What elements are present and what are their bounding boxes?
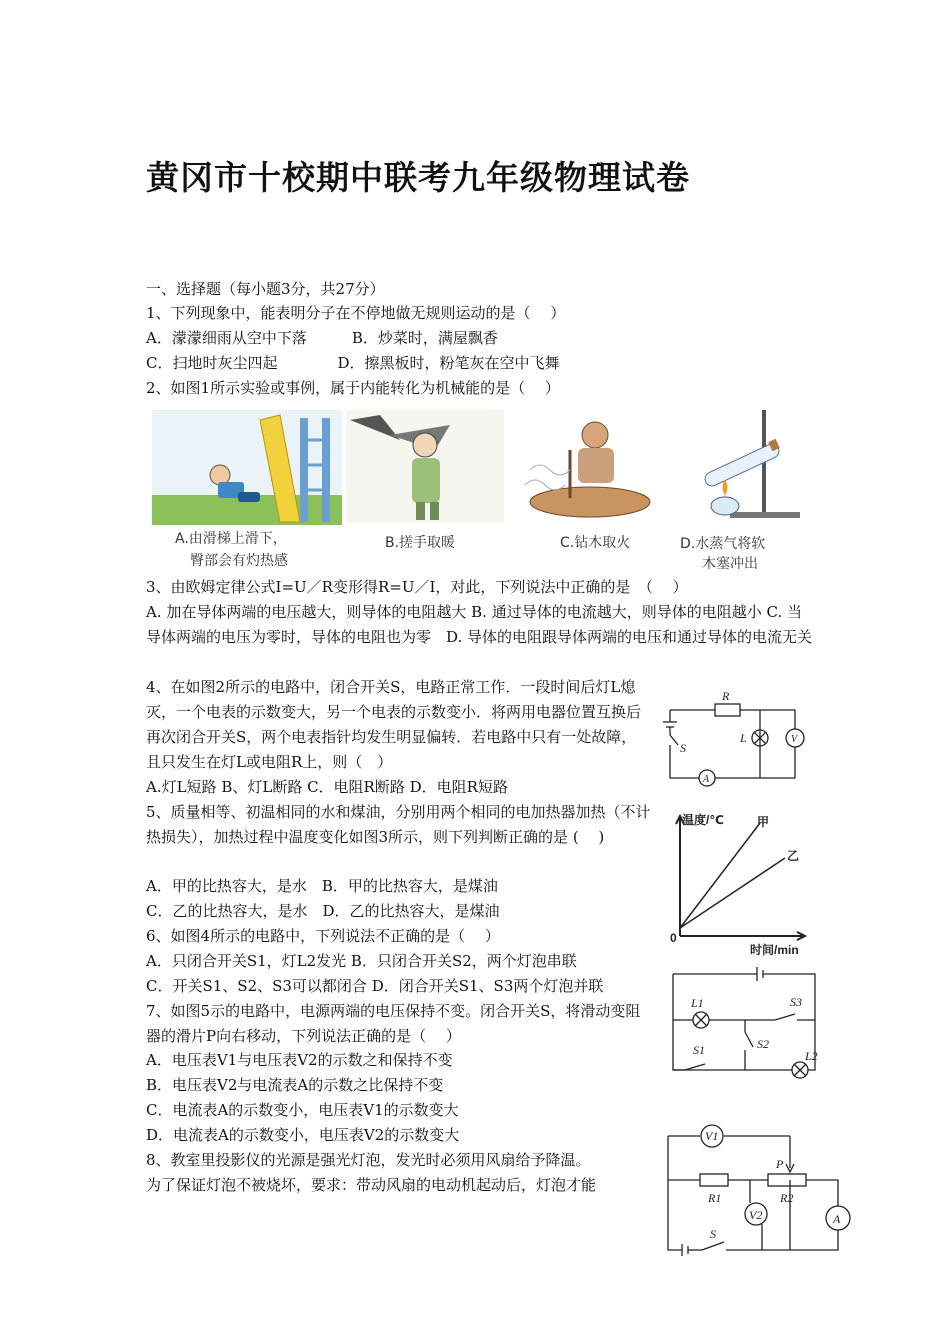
q1-stem: 1、下列现象中，能表明分子在不停地做无规则运动的是（ ） [146,304,566,322]
q8-line1: 8、教室里投影仪的光源是强光灯泡，发光时必须用风扇给予降温。 [146,1151,591,1169]
rubbing-hands-illustration [346,410,504,522]
exam-title: 黄冈市十校期中联考九年级物理试卷 [146,158,690,197]
figure-4-circuit [665,962,825,1080]
fig2-label-r: R [722,690,730,703]
q7-option-c: C．电流表A的示数变小，电压表V1的示数变大 [146,1101,459,1119]
q6-stem: 6、如图4所示的电路中，下列说法不正确的是（ ） [146,927,500,945]
figure-5-circuit [660,1118,860,1260]
q7-stem: 7、如图5示的电路中，电源两端的电压保持不变。闭合开关S，将滑动变阻器的滑片P向右移动，下列说法正确的是（ ） [146,1002,641,1045]
fig3-origin: 0 [670,931,677,945]
caption-a-line2: 臀部会有灼热感 [190,553,288,569]
q6-options-ab: A．只闭合开关S1，灯L2发光 B．只闭合开关S2，两个灯泡串联 [146,952,577,970]
fig3-label-yi: 乙 [787,849,800,863]
fig5-p: P [776,1157,784,1171]
q4-options: A.灯L短路 B、灯L断路 C．电阻R断路 D．电阻R短路 [146,778,508,796]
q1-options-cd: C．扫地时灰尘四起 D．擦黑板时，粉笔灰在空中飞舞 [146,354,560,372]
fig4-label-s1: S1 [693,1043,705,1057]
fig5-v1: V1 [705,1129,719,1143]
fig5-r1: R1 [708,1191,722,1205]
q7-option-d: D．电流表A的示数变小，电压表V2的示数变大 [146,1126,460,1144]
fig5-r2: R2 [780,1191,794,1205]
slide-illustration [152,410,342,525]
caption-c: C.钻木取火 [560,535,631,551]
figure-2-circuit [660,690,810,790]
q2-stem: 2、如图1所示实验或事例，属于内能转化为机械能的是（ ） [146,379,560,397]
fig3-label-jia: 甲 [757,815,770,829]
q1-options-ab: A．濛濛细雨从空中下落 B．炒菜时，满屋飘香 [146,329,498,347]
section-heading: 一、选择题（每小题3分，共27分） [146,280,385,298]
fig2-voltmeter: V [791,734,798,745]
drilling-wood-illustration [520,410,670,522]
test-tube-illustration [680,410,808,522]
fig2-label-l: L [740,731,747,745]
q5-options-ab: A．甲的比热容大，是水 B．甲的比热容大，是煤油 [146,877,498,895]
q7-option-a: A．电压表V1与电压表V2的示数之和保持不变 [146,1051,453,1069]
figure-1-illustrations [150,410,810,575]
q5-stem: 5、质量相等、初温相同的水和煤油，分别用两个相同的电加热器加热（不计热损失），加热过程中温度变化如图3所示，则下列判断正确的是 ( ) [146,803,651,846]
fig2-label-s: S [680,741,686,755]
fig5-s: S [710,1227,716,1241]
q8-line2: 为了保证灯泡不被烧坏，要求：带动风扇的电动机起动后，灯泡才能 [146,1176,597,1194]
q6-options-cd: C．开关S1、S2、S3可以都闭合 D．闭合开关S1、S3两个灯泡并联 [146,977,604,995]
figure-3-graph [665,808,815,960]
fig4-label-s3: S3 [790,995,802,1009]
caption-d-line1: D.水蒸气将软 [680,536,766,552]
fig4-label-l1: L1 [691,996,704,1010]
fig5-ammeter: A [833,1212,841,1226]
fig5-v2: V2 [749,1208,763,1222]
caption-b: B.搓手取暖 [385,535,456,551]
fig2-ammeter: A [703,774,710,785]
q3-stem: 3、由欧姆定律公式I=U／R变形得R=U／I，对此，下列说法中正确的是 （ ） [146,578,688,596]
q3-options: A. 加在导体两端的电压越大，则导体的电阻越大 B. 通过导体的电流越大，则导体的电阻越小 C. 当导体两端的电压为零时，导体的电阻也为零 D. 导体的电阻跟导体两端的电压和通过导体的电流无关 [146,603,813,646]
fig4-label-s2: S2 [757,1037,769,1051]
q7-option-b: B．电压表V2与电流表A的示数之比保持不变 [146,1076,444,1094]
fig4-label-l2: L2 [805,1049,818,1063]
fig3-ylabel: 温度/℃ [682,813,724,827]
q4-stem: 4、在如图2所示的电路中，闭合开关S，电路正常工作．一段时间后灯L熄灭，一个电表的示数变大，另一个电表的示数变小．将两用电器位置互换后再次闭合开关S，两个电表指针均发生明显偏转．若电路中只有一处故障，且只发生在灯L或电阻R上，则（ ） [146,678,642,771]
caption-a-line1: A.由滑梯上滑下， [175,531,287,547]
caption-d-line2: 木塞冲出 [702,556,758,572]
q5-options-cd: C．乙的比热容大，是水 D．乙的比热容大，是煤油 [146,902,500,920]
fig3-xlabel: 时间/min [750,943,799,957]
